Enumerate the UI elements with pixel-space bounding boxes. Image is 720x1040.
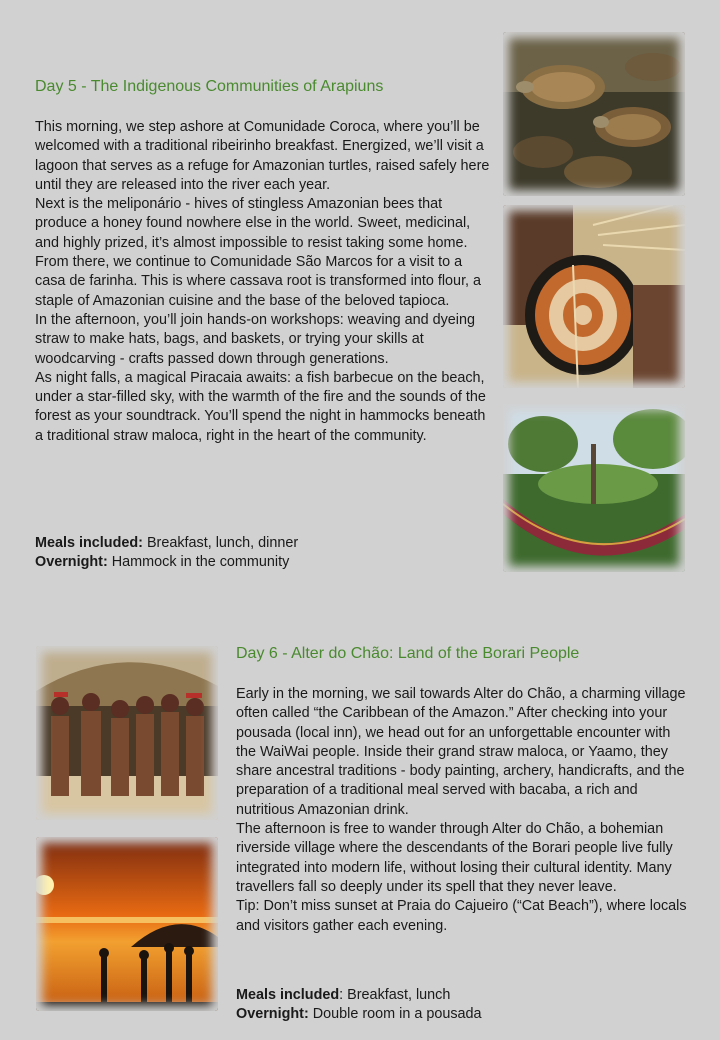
hammock-forest-photo [503, 404, 685, 572]
day5-paragraph: In the afternoon, you’ll join hands-on workshops: weaving and dyeing straw to make hats, bags, and baskets, or trying your skills at woodcarving - crafts passed down through generations. [35, 311, 475, 367]
day5-overnight [35, 553, 298, 572]
day5-paragraph: Next is the meliponário - hives of stingless Amazonian bees that produce a honey found nowhere else in the world. Sweet, medicinal, and highly prized, it’s almost impossible to resist taking some home. [35, 196, 471, 251]
day6-meals [236, 986, 482, 1005]
day6-description [236, 685, 688, 936]
turtles-photo [503, 32, 685, 196]
meals-value: : Breakfast, lunch [339, 987, 451, 1003]
day6-paragraph: Tip: Don’t miss sunset at Praia do Cajueiro (“Cat Beach”), where locals and visitors gather each evening. [236, 898, 687, 934]
overnight-label: Overnight: [236, 1006, 309, 1023]
day5-title: Day 5 - The Indigenous Communities of Arapiuns [35, 78, 384, 95]
day5-paragraph: From there, we continue to Comunidade São Marcos for a visit to a casa de farinha. This is where cassava root is transformed into flour, a staple of Amazonian cuisine and the base of the beloved tapioca. [35, 254, 482, 309]
day5-meals-block [35, 534, 298, 573]
day5-description [35, 118, 493, 446]
sunset-beach-photo [36, 837, 218, 1011]
overnight-label: Overnight: [35, 554, 108, 571]
day6-overnight [236, 1005, 482, 1024]
meals-label: Meals included: [35, 535, 143, 551]
straw-weaving-photo [503, 205, 685, 388]
day6-meals-block [236, 986, 482, 1025]
meals-label: Meals included [236, 987, 340, 1003]
waiwai-people-photo [36, 646, 218, 820]
meals-value: Breakfast, lunch, dinner [142, 535, 299, 551]
day5-paragraph: This morning, we step ashore at Comunidade Coroca, where you’ll be welcomed with a traditional ribeirinho breakfast. Energized, we’ll visit a lagoon that serves as a refuge for Amazonian turtles, raised safely here until they are released into the river each year. [35, 119, 490, 193]
day6-title: Day 6 - Alter do Chão: Land of the Borari People [236, 645, 580, 662]
day6-paragraph: Early in the morning, we sail towards Alter do Chão, a charming village often called “the Caribbean of the Amazon.” After checking into your pousada (local inn), we head out for an unforgettable encounter with the WaiWai people. Inside their grand straw maloca, or Yaamo, they share ancestral traditions - body painting, archery, handicrafts, and the preparation of a traditional meal served with bacaba, a rich and nutritious Amazonian drink. [236, 686, 686, 818]
day5-paragraph: As night falls, a magical Piracaia awaits: a fish barbecue on the beach, under a star-filled sky, with the warmth of the fire and the sounds of the forest as your soundtrack. You’ll spend the night in hammocks beneath a traditional straw maloca, right in the heart of the community. [35, 369, 486, 444]
day5-meals [35, 534, 298, 553]
day6-paragraph: The afternoon is free to wander through Alter do Chão, a bohemian riverside village where the descendants of the Borari people live fully integrated into modern life, without losing their cultural identity. Many travellers fall so deeply under its spell that they never leave. [236, 821, 673, 895]
overnight-value: Double room in a pousada [308, 1006, 482, 1023]
overnight-value: Hammock in the community [107, 554, 290, 571]
